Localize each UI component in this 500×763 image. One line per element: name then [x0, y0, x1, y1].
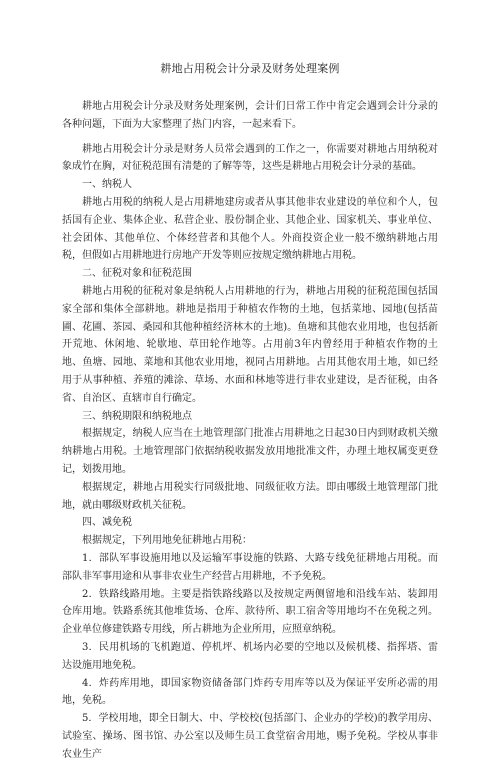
list-item-exemption-2: 2．铁路线路用地。主要是指铁路线路以及按规定两侧留地和沿线车站、装卸用仓库用地。铁路系统其他堆货场、仓库、款待所、职工宿舍等用地均不在免税之列。企业单位修建铁路专用线，所占耕地为企业所用，应照章纳税。	[62, 588, 438, 636]
list-item-exemption-4: 4．炸药库用地，即国家物资储备部门炸药专用库等以及为保证平安所必需的用地，免税。	[62, 677, 438, 707]
paragraph-intro: 耕地占用税会计分录及财务处理案例，会计们日常工作中肯定会遇到会计分录的各种问题，下面为大家整理了热门内容，一起来看下。	[62, 101, 438, 130]
paragraph-exemption-intro: 根据规定，下列用地免征耕地占用税：	[82, 535, 252, 547]
list-item-exemption-3: 3．民用机场的飞机跑道、停机坪、机场内必要的空地以及候机楼、指挥塔、雷达设施用地免税。	[62, 641, 438, 671]
paragraph-scope: 耕地占用税的征税对象是纳税人占用耕地的行为，耕地占用税的征税范围包括国家全部和集体全部耕地。耕地是指用于种植农作物的土地，包括菜地、园地(包括苗圃、花圃、茶园、桑园和其他种植经济林木的土地)。鱼塘和其他农业用地，也包括新开荒地、休闲地、轮歇地、草田轮作地等。占用前3年内曾经用于种植农作物的土地、鱼塘、园地、菜地和其他农业用地，视同占用耕地。占用其他农用土地，如已经用于从事种植、养殖的滩涂、草场、水面和林地等进行非农业建设，是否征税，由各省、自治区、直辖市自行确定。	[62, 285, 438, 404]
paragraph-overview: 耕地占用税会计分录是财务人员常会遇到的工作之一，你需要对耕地占用纳税对象成竹在胸，对征税范围有清楚的了解等等，这些是耕地占用税会计分录的基础。	[62, 143, 438, 173]
document-body	[62, 98, 438, 763]
paragraph-period-1: 根据规定，纳税人应当在土地管理部门批准占用耕地之日起30日内到财政机关缴纳耕地占用税。土地管理部门依据纳税收据发放用地批准文件，办理土地权属变更登记，划拨用地。	[62, 428, 438, 475]
list-item-exemption-5: 5．学校用地，即全日制大、中、学校校(包括部门、企业办的学校)的教学用房、试验室、操场、图书馆、办公室以及师生员工食堂宿舍用地，赐予免税。学校从事非农业生产	[62, 713, 438, 760]
paragraph-period-2: 根据规定，耕地占用税实行同级批地、同级征收方法。即由哪级土地管理部门批地，就由哪级财政机关征税。	[62, 481, 438, 511]
section-heading-period: 三、纳税期限和纳税地点	[82, 410, 192, 422]
list-item-exemption-1: 1．部队军事设施用地以及运输军事设施的铁路、大路专线免征耕地占用税。而部队非军事用途和从事非农业生产经营占用耕地，不予免税。	[62, 552, 438, 582]
section-heading-taxpayer: 一、纳税人	[82, 179, 132, 191]
section-heading-exemption: 四、减免税	[82, 517, 132, 529]
document-title: 耕地占用税会计分录及财务处理案例	[160, 62, 340, 75]
section-heading-scope: 二、征税对象和征税范围	[82, 268, 192, 280]
paragraph-taxpayer: 耕地占用税的纳税人是占用耕地建房或者从事其他非农业建设的单位和个人，包括国有企业、集体企业、私营企业、股份制企业、其他企业、国家机关、事业单位、社会团体、其他单位、个体经营者和其他个人。外商投资企业一般不缴纳耕地占用税，但假如占用耕地进行房地产开发等则应按规定缴纳耕地占用税。	[62, 196, 438, 262]
